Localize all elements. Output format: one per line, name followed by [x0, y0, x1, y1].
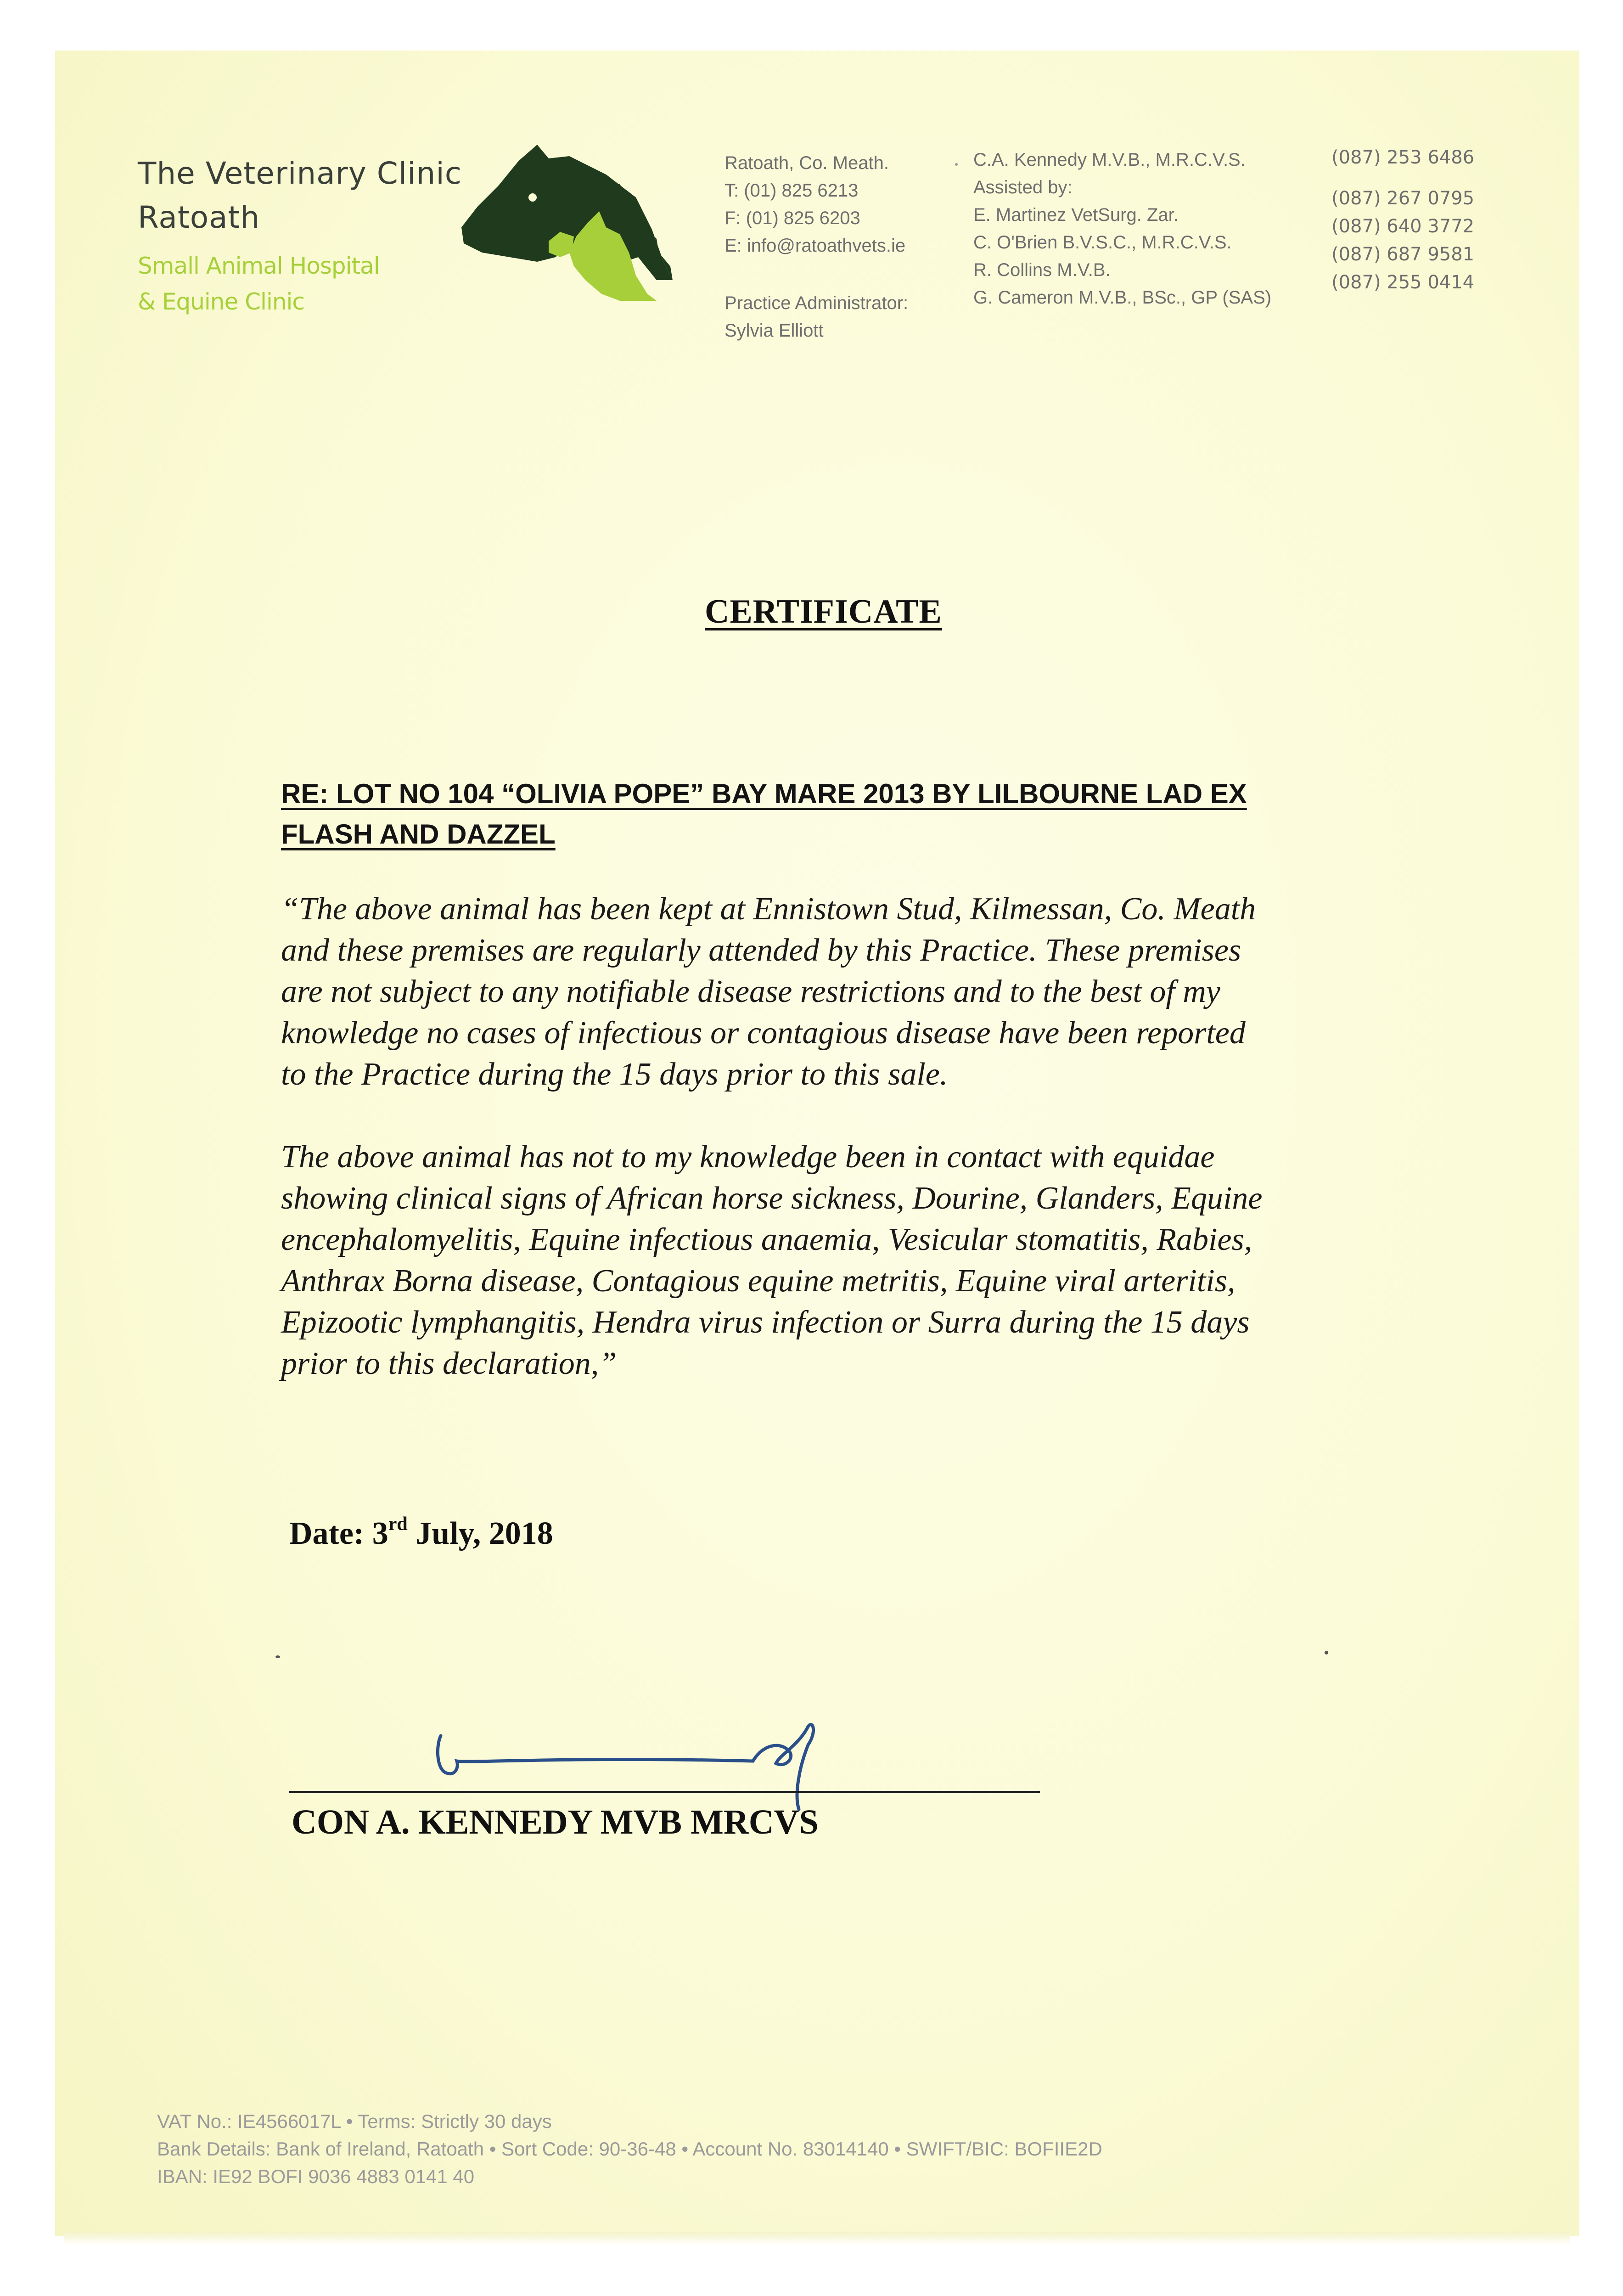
paragraph-line: encephalomyelitis, Equine infectious anaemia, Vesicular stomatitis, Rabies,	[281, 1222, 1252, 1257]
paragraph-line: prior to this declaration,”	[281, 1346, 617, 1381]
clinic-name-line1: The Veterinary Clinic	[138, 156, 462, 191]
paragraph-line: The above animal has not to my knowledge been in contact with equidae	[281, 1139, 1215, 1175]
email: E: info@ratoathvets.ie	[724, 236, 906, 256]
principal-vet: C.A. Kennedy M.V.B., M.R.C.V.S.	[973, 150, 1246, 170]
fax: F: (01) 825 6203	[724, 208, 860, 228]
date-ordinal: rd	[388, 1514, 408, 1535]
paragraph-2	[281, 1137, 1406, 1384]
address: Ratoath, Co. Meath.	[724, 153, 889, 173]
re-line-2: FLASH AND DAZZEL	[281, 819, 556, 850]
clinic-name-line2: Ratoath	[138, 200, 260, 235]
vet-phone: (087) 687 9581	[1331, 244, 1475, 265]
horse-head-logo-icon	[455, 142, 684, 317]
admin-name: Sylvia Elliott	[724, 321, 824, 341]
paper-edge	[64, 2232, 1570, 2245]
vet-item: G. Cameron M.V.B., BSc., GP (SAS)	[973, 287, 1272, 308]
footer-bank: Bank Details: Bank of Ireland, Ratoath • Sort Code: 90-36-48 • Account No. 83014140 • SWIFT/BIC: BOFIIE2D	[157, 2138, 1102, 2160]
signature-line	[289, 1791, 1040, 1793]
vet-phone: (087) 640 3772	[1331, 216, 1475, 237]
paragraph-line: are not subject to any notifiable disease restrictions and to the best of my	[281, 974, 1220, 1009]
staff-list	[973, 146, 1271, 311]
vet-item: C. O'Brien B.V.S.C., M.R.C.V.S.	[973, 232, 1232, 253]
telephone: T: (01) 825 6213	[724, 180, 859, 201]
date-label: Date: 3	[289, 1516, 388, 1551]
paragraph-line: “The above animal has been kept at Ennistown Stud, Kilmessan, Co. Meath	[281, 891, 1256, 927]
scan-speck	[275, 1655, 280, 1658]
contact-details	[724, 149, 905, 259]
clinic-sub-line1: Small Animal Hospital	[138, 253, 380, 279]
assisted-by-label: Assisted by:	[973, 177, 1073, 197]
date	[289, 1513, 553, 1552]
vet-item: R. Collins M.V.B.	[973, 260, 1111, 280]
paragraph-line: Anthrax Borna disease, Contagious equine metritis, Equine viral arteritis,	[281, 1263, 1236, 1299]
paragraph-line: knowledge no cases of infectious or contagious disease have been reported	[281, 1015, 1246, 1051]
vet-phone: (087) 267 0795	[1331, 188, 1475, 209]
paragraph-line: showing clinical signs of African horse sickness, Dourine, Glanders, Equine	[281, 1181, 1263, 1216]
document-title: CERTIFICATE	[705, 593, 942, 630]
date-rest: July, 2018	[407, 1516, 553, 1551]
scan-speck	[1325, 1651, 1328, 1654]
paragraph-1	[281, 889, 1406, 1095]
principal-phone: (087) 253 6486	[1331, 147, 1475, 168]
re-line-1: RE: LOT NO 104 “OLIVIA POPE” BAY MARE 2013 BY LILBOURNE LAD EX	[281, 778, 1247, 809]
footer-vat: VAT No.: IE4566017L • Terms: Strictly 30 days	[157, 2110, 552, 2132]
vet-item: E. Martinez VetSurg. Zar.	[973, 205, 1179, 225]
re-heading	[281, 774, 1383, 855]
clinic-sub-line2: & Equine Clinic	[138, 288, 304, 315]
clinic-subtitle	[138, 248, 380, 320]
paragraph-line: Epizootic lymphangitis, Hendra virus infection or Surra during the 15 days	[281, 1305, 1250, 1340]
practice-administrator	[724, 289, 908, 344]
footer-iban: IBAN: IE92 BOFI 9036 4883 0141 40	[157, 2166, 475, 2187]
scan-speck	[955, 163, 958, 166]
vet-phone: (087) 255 0414	[1331, 272, 1475, 293]
footer	[157, 2108, 1102, 2190]
phone-list	[1331, 144, 1474, 297]
signer-name: CON A. KENNEDY MVB MRCVS	[292, 1803, 819, 1841]
paragraph-line: to the Practice during the 15 days prior to this sale.	[281, 1057, 948, 1092]
paragraph-line: and these premises are regularly attended by this Practice. These premises	[281, 933, 1241, 968]
clinic-name	[138, 152, 462, 240]
admin-label: Practice Administrator:	[724, 293, 909, 313]
